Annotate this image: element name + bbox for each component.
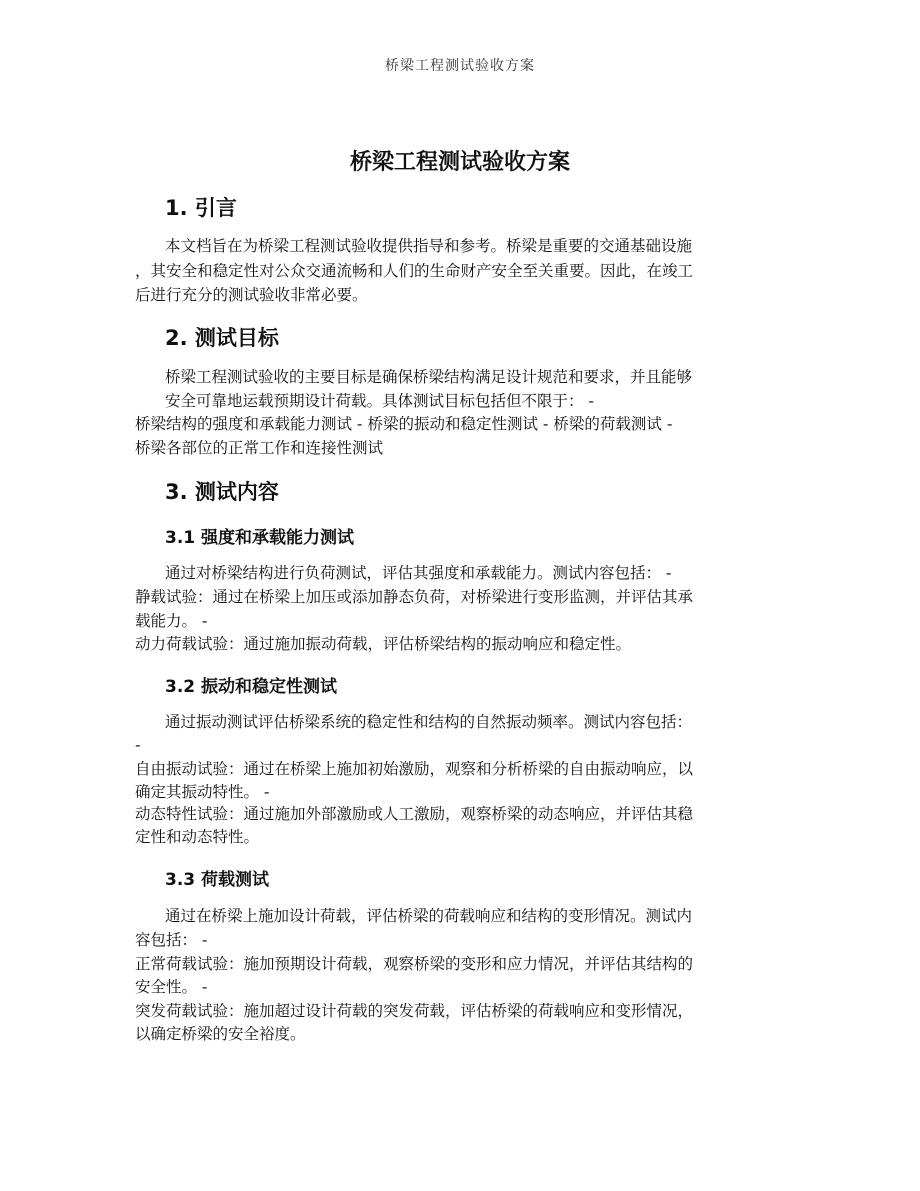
paragraph-line: 后进行充分的测试验收非常必要。 [135, 286, 368, 304]
paragraph-line: 载能力。 - [135, 612, 208, 630]
paragraph-line: 正常荷载试验：施加预期设计荷载，观察桥梁的变形和应力情况，并评估其结构的 [135, 955, 694, 973]
paragraph-line: 动力荷载试验：通过施加振动荷载，评估桥梁结构的振动响应和稳定性。 [135, 635, 632, 653]
section-heading-goals: 2. 测试目标 [165, 326, 279, 350]
paragraph-line: 本文档旨在为桥梁工程测试验收提供指导和参考。桥梁是重要的交通基础设施 [165, 237, 693, 255]
subsection-heading-3-3: 3.3 荷载测试 [165, 870, 270, 890]
subsection-heading-3-2: 3.2 振动和稳定性测试 [165, 677, 338, 697]
section-heading-intro: 1. 引言 [165, 196, 237, 220]
paragraph-line: - [135, 736, 141, 754]
paragraph-line: 动态特性试验：通过施加外部激励或人工激励，观察桥梁的动态响应，并评估其稳 [135, 805, 694, 823]
paragraph-line: 确定其振动特性。 - [135, 783, 270, 801]
paragraph-line: 自由振动试验：通过在桥梁上施加初始激励，观察和分析桥梁的自由振动响应，以 [135, 760, 694, 778]
paragraph-line: 通过对桥梁结构进行负荷测试，评估其强度和承载能力。测试内容包括： - [165, 564, 672, 582]
subsection-heading-3-1: 3.1 强度和承载能力测试 [165, 528, 355, 548]
section-heading-content: 3. 测试内容 [165, 480, 279, 504]
paragraph-line: 容包括： - [135, 931, 208, 949]
paragraph-line: ，其安全和稳定性对公众交通流畅和人们的生命财产安全至关重要。因此，在竣工 [135, 262, 694, 280]
page-header: 桥梁工程测试验收方案 [385, 58, 535, 74]
paragraph-line: 定性和动态特性。 [135, 828, 260, 846]
paragraph-line: 桥梁结构的强度和承载能力测试 - 桥梁的振动和稳定性测试 - 桥梁的荷载测试 - [135, 415, 673, 433]
paragraph-line: 通过振动测试评估桥梁系统的稳定性和结构的自然振动频率。测试内容包括： [165, 713, 693, 731]
paragraph-line: 通过在桥梁上施加设计荷载，评估桥梁的荷载响应和结构的变形情况。测试内 [165, 907, 693, 925]
paragraph-line: 突发荷载试验：施加超过设计荷载的突发荷载，评估桥梁的荷载响应和变形情况， [135, 1002, 694, 1020]
paragraph-line: 桥梁各部位的正常工作和连接性测试 [135, 439, 384, 457]
paragraph-line: 桥梁工程测试验收的主要目标是确保桥梁结构满足设计规范和要求，并且能够 [165, 368, 693, 386]
paragraph-line: 以确定桥梁的安全裕度。 [135, 1025, 306, 1043]
paragraph-line: 安全可靠地运载预期设计荷载。具体测试目标包括但不限于： - [165, 392, 595, 410]
paragraph-line: 安全性。 - [135, 978, 208, 996]
document-title: 桥梁工程测试验收方案 [349, 150, 570, 175]
paragraph-line: 静载试验：通过在桥梁上加压或添加静态负荷，对桥梁进行变形监测，并评估其承 [135, 588, 694, 606]
